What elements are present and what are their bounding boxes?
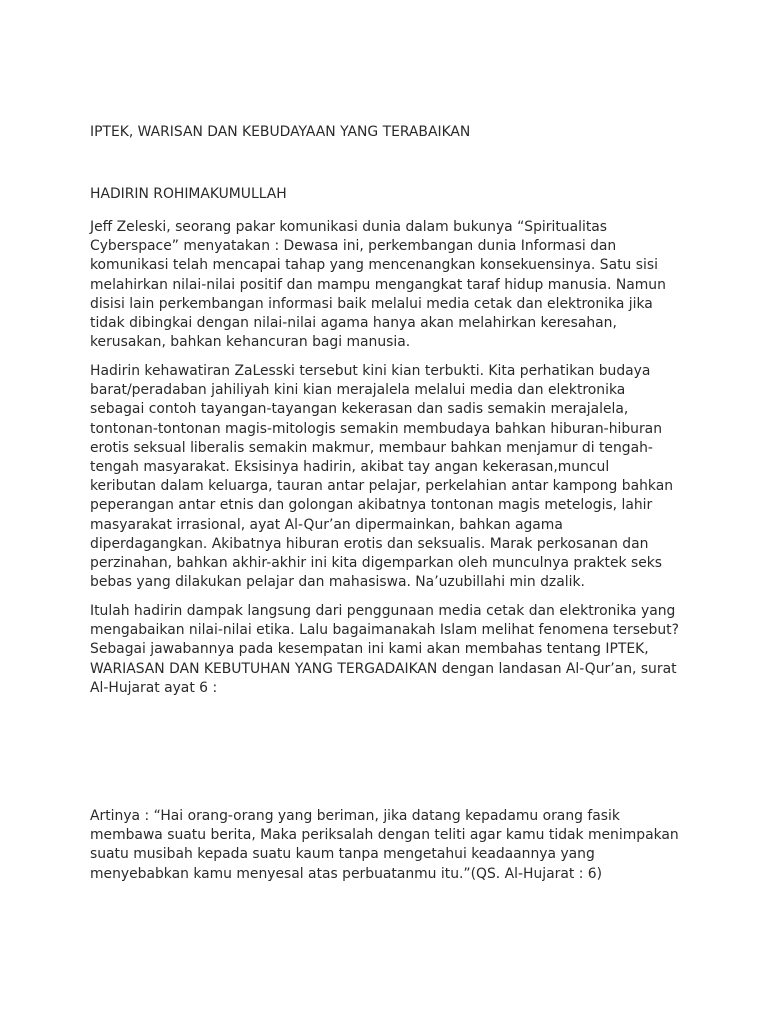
text-line: WARIASAN DAN KEBUTUHAN YANG TERGADAIKAN dengan landasan Al-Qur’an, surat bbox=[90, 660, 677, 677]
text-line: Jeff Zeleski, seorang pakar komunikasi dunia dalam bukunya “Spiritualitas bbox=[90, 219, 608, 235]
text-line: membawa suatu berita, Maka periksalah dengan teliti agar kamu tidak menimpakan bbox=[90, 827, 679, 844]
text-line: Artinya : “Hai orang-orang yang beriman, jika datang kepadamu orang fasik bbox=[90, 808, 620, 824]
text-line: Cyberspace” menyatakan : Dewasa ini, perkembangan dunia Informasi dan bbox=[90, 238, 617, 255]
text-line: erotis seksual liberalis semakin makmur, membaur bahkan menjamur di tengah- bbox=[90, 439, 653, 456]
paragraph-impact bbox=[90, 602, 690, 698]
text-line: peperangan antar etnis dan golongan akibatnya tontonan magis metelogis, lahir bbox=[90, 497, 653, 514]
text-line: kerusakan, bahkan kehancuran bagi manusia. bbox=[90, 334, 411, 351]
text-line: Sebagai jawabannya pada kesempatan ini kami akan membahas tentang IPTEK, bbox=[90, 641, 649, 658]
paragraph-translation bbox=[90, 807, 690, 884]
text-line: komunikasi telah mencapai tahap yang mencenangkan konsekuensinya. Satu sisi bbox=[90, 257, 658, 274]
text-line: masyarakat irrasional, ayat Al-Qur’an dipermainkan, bahkan agama bbox=[90, 516, 563, 533]
text-line: bebas yang dilakukan pelajar dan mahasiswa. Na’uzubillahi min dzalik. bbox=[90, 574, 585, 591]
text-line: sebagai contoh tayangan-tayangan kekerasan dan sadis semakin merajalela, bbox=[90, 401, 629, 418]
document-title: IPTEK, WARISAN DAN KEBUDAYAAN YANG TERABAIKAN bbox=[90, 124, 471, 140]
text-line: tidak dibingkai dengan nilai-nilai agama hanya akan melahirkan keresahan, bbox=[90, 315, 617, 332]
text-line: tengah masyarakat. Eksisinya hadirin, akibat tay angan kekerasan,muncul bbox=[90, 459, 610, 476]
text-line: Al-Hujarat ayat 6 : bbox=[90, 679, 218, 696]
paragraph-concern bbox=[90, 362, 690, 592]
text-line: menyebabkan kamu menyesal atas perbuatanmu itu.”(QS. Al-Hujarat : 6) bbox=[90, 865, 603, 882]
text-line: barat/peradaban jahiliyah kini kian merajalela melalui media dan elektronika bbox=[90, 382, 626, 399]
text-line: Itulah hadirin dampak langsung dari penggunaan media cetak dan elektronika yang bbox=[90, 603, 676, 619]
text-line: mengabaikan nilai-nilai etika. Lalu bagaimanakah Islam melihat fenomena tersebut? bbox=[90, 622, 679, 639]
text-line: keributan dalam keluarga, tauran antar pelajar, perkelahian antar kampong bahkan bbox=[90, 478, 674, 495]
text-line: perzinahan, bahkan akhir-akhir ini kita digemparkan oleh munculnya praktek seks bbox=[90, 555, 663, 572]
text-line: tontonan-tontonan magis-mitologis semakin membudaya bahkan hiburan-hiburan bbox=[90, 420, 662, 437]
text-line: suatu musibah kepada suatu kaum tanpa mengetahui keadaannya yang bbox=[90, 846, 595, 863]
paragraph-intro bbox=[90, 218, 690, 352]
greeting-heading: HADIRIN ROHIMAKUMULLAH bbox=[90, 186, 287, 202]
text-line: Hadirin kehawatiran ZaLesski tersebut kini kian terbukti. Kita perhatikan budaya bbox=[90, 363, 651, 379]
text-line: diperdagangkan. Akibatnya hiburan erotis dan seksualis. Marak perkosanan dan bbox=[90, 535, 649, 552]
text-line: melahirkan nilai-nilai positif dan mampu mengangkat taraf hidup manusia. Namun bbox=[90, 276, 666, 293]
text-line: disisi lain perkembangan informasi baik melalui media cetak dan elektronika jika bbox=[90, 295, 653, 312]
